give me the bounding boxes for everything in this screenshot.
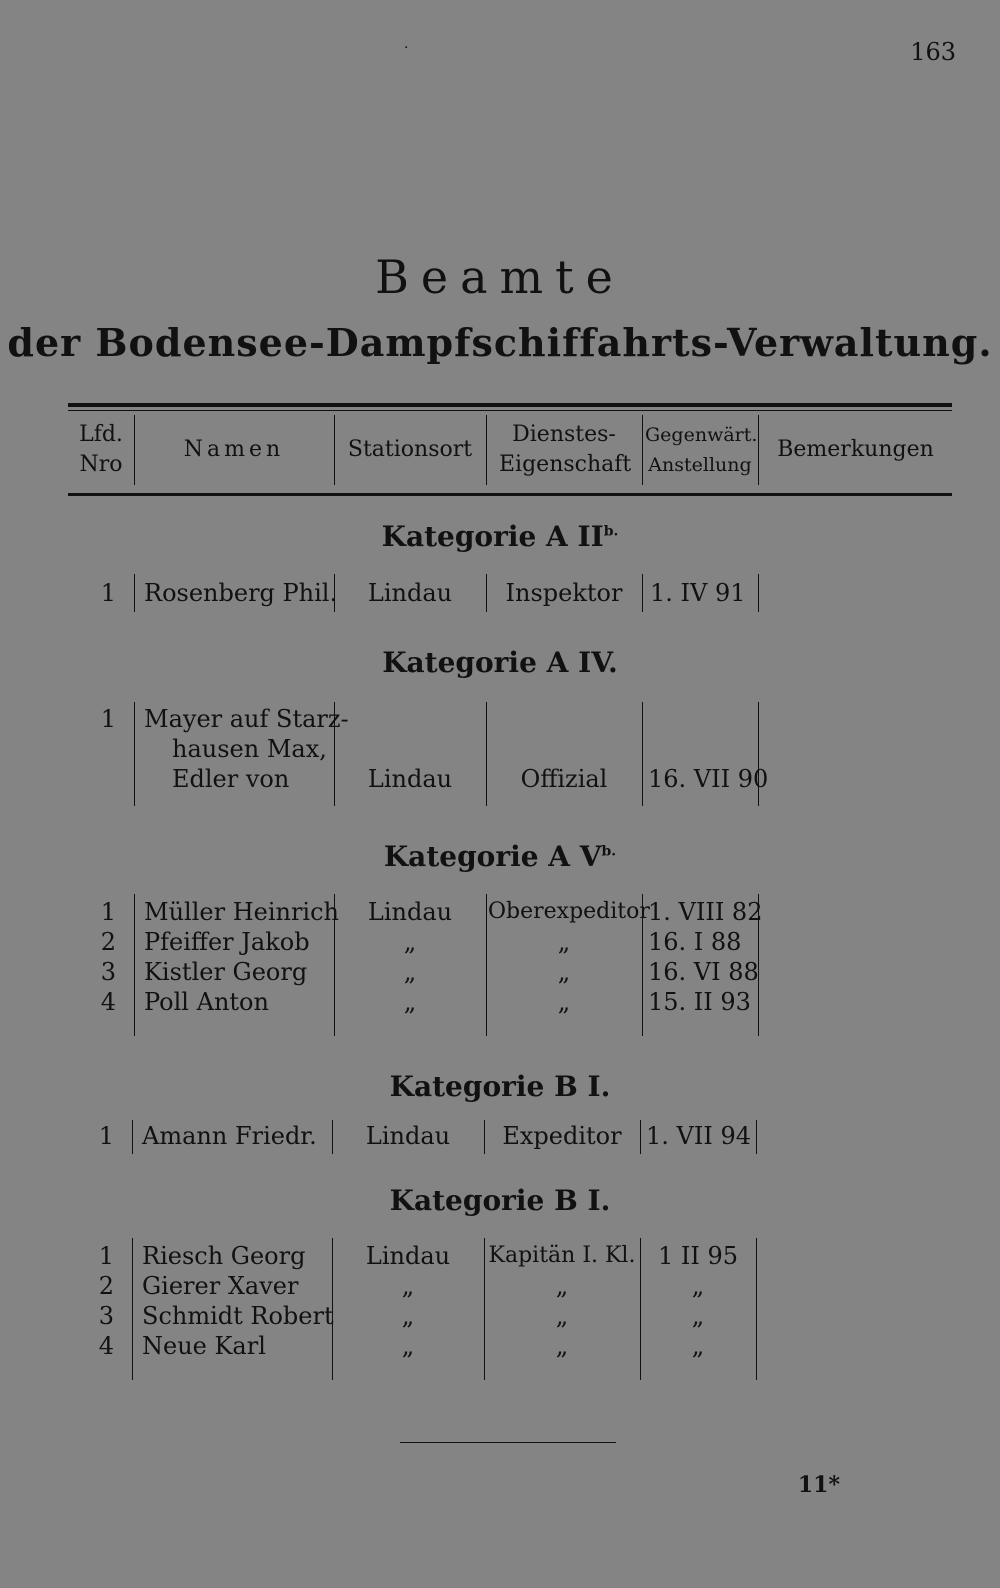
row-name: Gierer Xaver — [142, 1272, 299, 1300]
category-label: Kategorie A II — [381, 520, 604, 553]
row-dienst: Oberexpeditor — [488, 899, 650, 924]
row-anstellung: 16. VI 88 — [648, 958, 759, 986]
category-label: Kategorie B I. — [389, 1184, 611, 1217]
page-number: 163 — [910, 38, 956, 66]
row-anstellung: „ — [691, 1302, 705, 1330]
row-anstellung: 1. VIII 82 — [648, 898, 763, 926]
column-divider — [486, 894, 487, 1036]
row-dienst: Inspektor — [505, 579, 623, 607]
row-anstellung: 1 II 95 — [657, 1242, 739, 1270]
row-name: Kistler Georg — [144, 958, 308, 986]
row-number: 1 — [100, 579, 116, 607]
row-name-continuation: hausen Max, — [172, 735, 327, 763]
column-divider — [134, 574, 135, 612]
col-header-label: Stationsort — [347, 437, 473, 462]
row-dienst: „ — [557, 928, 571, 956]
row-anstellung: 1. IV 91 — [650, 579, 746, 607]
row-anstellung: „ — [691, 1272, 705, 1300]
col-header-dienstes-eigenschaft — [487, 417, 641, 483]
row-dienst: „ — [557, 988, 571, 1016]
column-divider — [486, 574, 487, 612]
row-dienst: „ — [555, 1302, 569, 1330]
col-header-stationsort — [335, 417, 485, 483]
row-name: Müller Heinrich — [144, 898, 339, 926]
category-label: Kategorie B I. — [389, 1070, 611, 1103]
col-header-lfd-nro — [68, 417, 134, 483]
row-stationsort: Lindau — [365, 1122, 451, 1150]
page-subtitle: der Bodensee-Dampfschiffahrts-Verwaltung. — [7, 320, 993, 365]
column-divider — [756, 1238, 757, 1380]
row-stationsort: „ — [403, 958, 417, 986]
category-superscript: b. — [603, 523, 619, 540]
category-heading — [0, 520, 1000, 553]
row-stationsort: „ — [403, 928, 417, 956]
row-name: Schmidt Robert — [142, 1302, 334, 1330]
stray-dot: · — [404, 40, 409, 56]
row-dienst: „ — [557, 958, 571, 986]
row-anstellung: 16. I 88 — [648, 928, 742, 956]
row-name: Neue Karl — [142, 1332, 266, 1360]
closing-rule — [400, 1442, 616, 1443]
row-anstellung: 1. VII 94 — [646, 1122, 751, 1150]
row-dienst: Offizial — [520, 765, 608, 793]
column-divider — [640, 1120, 641, 1154]
col-header-namen — [135, 417, 333, 483]
row-stationsort: Lindau — [367, 765, 453, 793]
row-stationsort: Lindau — [367, 898, 453, 926]
column-divider — [640, 1238, 641, 1380]
column-divider — [486, 702, 487, 806]
row-stationsort: „ — [401, 1272, 415, 1300]
category-superscript: b. — [601, 843, 617, 860]
row-number: 1 — [98, 1122, 114, 1150]
category-heading — [0, 646, 1000, 679]
col-header-gegenwaert-anstellung — [643, 417, 757, 483]
row-dienst: Expeditor — [502, 1122, 622, 1150]
row-number: 1 — [100, 705, 116, 733]
row-anstellung: 16. VII 90 — [648, 765, 769, 793]
row-dienst: „ — [555, 1332, 569, 1360]
column-divider — [642, 702, 643, 806]
row-number: 3 — [98, 1302, 114, 1330]
column-divider — [132, 1238, 133, 1380]
col-header-label: Gegenwärt. Anstellung — [645, 424, 758, 476]
row-stationsort: „ — [403, 988, 417, 1016]
page-title: Beamte — [375, 250, 625, 304]
column-divider — [332, 1120, 333, 1154]
row-stationsort: „ — [401, 1302, 415, 1330]
category-heading — [0, 1184, 1000, 1217]
row-name: Pfeiffer Jakob — [144, 928, 310, 956]
col-header-bemerkungen — [759, 417, 952, 483]
col-header-label: Bemerkungen — [777, 437, 934, 462]
row-stationsort: Lindau — [367, 579, 453, 607]
column-divider — [484, 1238, 485, 1380]
column-divider — [134, 702, 135, 806]
column-divider — [484, 1120, 485, 1154]
sheet-signature: 11* — [797, 1472, 840, 1498]
category-heading — [0, 1070, 1000, 1103]
row-number: 2 — [98, 1272, 114, 1300]
column-divider — [758, 574, 759, 612]
row-number: 1 — [100, 898, 116, 926]
category-label: Kategorie A IV. — [382, 646, 618, 679]
col-header-label: Dienstes-Eigenschaft — [499, 422, 632, 477]
row-number: 2 — [100, 928, 116, 956]
row-dienst: Kapitän I. Kl. — [488, 1243, 636, 1268]
column-divider — [132, 1120, 133, 1154]
row-number: 3 — [100, 958, 116, 986]
row-anstellung: „ — [691, 1332, 705, 1360]
row-dienst: „ — [555, 1272, 569, 1300]
category-label: Kategorie A V — [383, 840, 602, 873]
row-number: 4 — [98, 1332, 114, 1360]
row-name-continuation: Edler von — [172, 765, 290, 793]
row-name: Riesch Georg — [142, 1242, 306, 1270]
column-divider — [756, 1120, 757, 1154]
row-stationsort: Lindau — [365, 1242, 451, 1270]
row-name: Amann Friedr. — [142, 1122, 317, 1150]
row-name: Poll Anton — [144, 988, 269, 1016]
row-stationsort: „ — [401, 1332, 415, 1360]
row-number: 1 — [98, 1242, 114, 1270]
column-divider — [642, 574, 643, 612]
column-divider — [134, 894, 135, 1036]
row-anstellung: 15. II 93 — [648, 988, 751, 1016]
row-name: Rosenberg Phil. — [144, 579, 338, 607]
col-header-label: Namen — [183, 437, 285, 462]
category-heading — [0, 840, 1000, 873]
col-header-label: Lfd. Nro — [79, 422, 123, 477]
row-name: Mayer auf Starz- — [144, 705, 349, 733]
row-number: 4 — [100, 988, 116, 1016]
table-header — [68, 403, 952, 496]
